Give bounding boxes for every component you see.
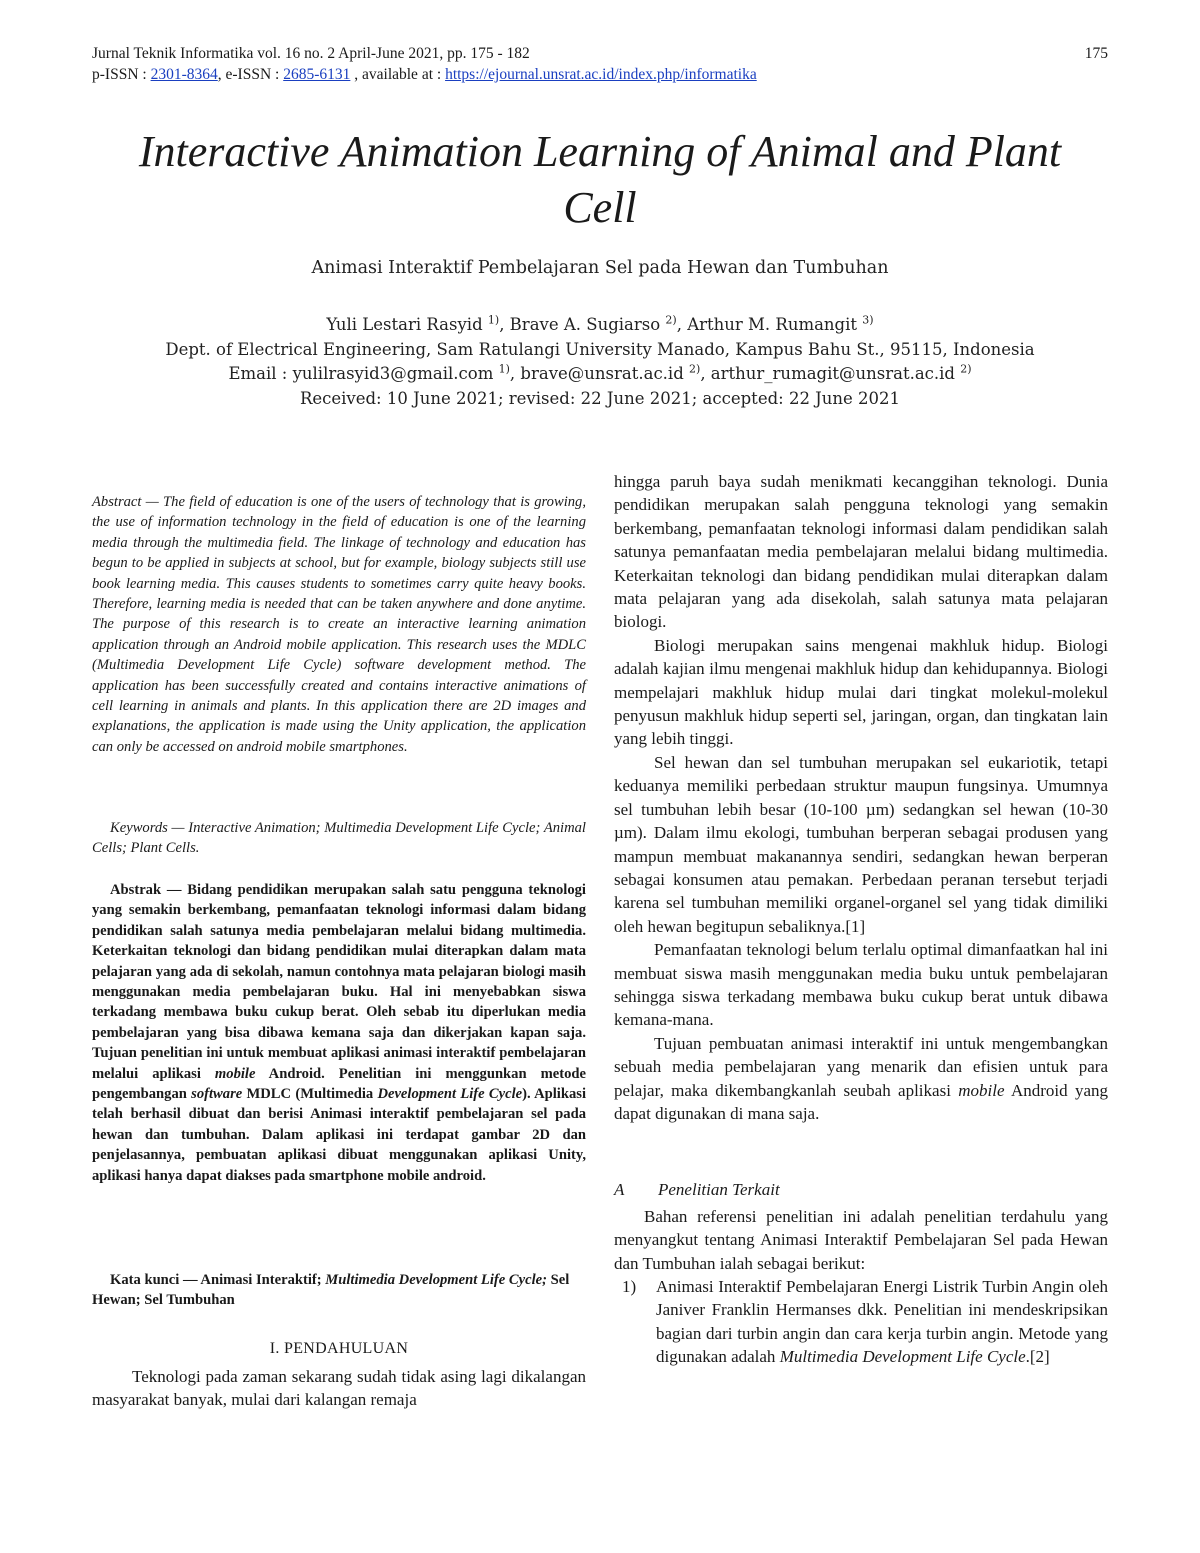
abstract-english: Abstract — The field of education is one of the users of technology that is growing, the use of information technology in the field of education is one of the learning media through the multimedia field. The linkage of technology and education has begun to be applied in subjects at school, but for example, biology subjects still use book learning media. This causes students to sometimes carry quite heavy books. Therefore, learning media is needed that can be taken anywhere and done anytime. The purpose of this research is to create an interactive learning animation application through an Android mobile application. This research uses the MDLC (Multimedia Development Life Cycle) software development method. The application has been successfully created and contains interactive animations of cell learning in animals and plants. In this application there are 2D images and explanations, the application is made using the Unity application, the application can only be accessed on android mobile smartphones.: [92, 494, 586, 755]
received-dates: Received: 10 June 2021; revised: 22 June 2021; accepted: 22 June 2021: [299, 388, 901, 408]
paragraph: Tujuan pembuatan animasi interaktif ini untuk mengembangkan sebuah media pembelajaran yang menarik dan efisien untuk para pelajar, maka dikembangkanlah seubah aplikasi mobile Android yang dapat digunakan di mana saja.: [614, 1033, 1108, 1123]
journal-citation: Jurnal Teknik Informatika vol. 16 no. 2 April-June 2021, pp. 175 - 182: [92, 45, 530, 62]
author-names: Yuli Lestari Rasyid $^{1)}$, Brave A. Sugiarso $^{2)}$, Arthur M. Rumangit $^{3)}$: [326, 313, 874, 334]
abstract-indonesian: Abstrak — Bidang pendidikan merupakan salah satu pengguna teknologi yang semakin berkembang, pemanfaatan teknologi informasi dalam bidang pendidikan salah satunya media pembelajaran melalui bidang multimedia. Keterkaitan teknologi dan bidang pendidikan mulai diterapkan dalam mata pelajaran yang ada di sekolah, namun contohnya mata pelajaran biologi masih menggunakan media pembelajaran buku. Hal ini menyebabkan siswa terkadang membawa buku cukup berat. Oleh sebab itu diperlukan media pembelajaran yang bisa dibawa kemana saja dan dikerjakan kapan saja. Tujuan penelitian ini untuk membuat aplikasi animasi interaktif pembelajaran melalui aplikasi mobile Android. Penelitian ini menggunkan metode pengembangan software MDLC (Multimedia Development Life Cycle). Aplikasi telah berhasil dibuat dan berisi Animasi interaktif pembelajaran sel pada hewan dan tumbuhan. Dalam aplikasi ini terdapat gambar 2D dan penjelasannya, pembuatan aplikasi dibuat menggunakan aplikasi Unity, aplikasi hanya dapat diakses pada smartphone mobile android.: [92, 882, 587, 1184]
related-work-paragraph: Bahan referensi penelitian ini adalah penelitian terdahulu yang menyangkut tentang Animasi Interaktif Pembelajaran Sel pada Hewan dan Tumbuhan ialah sebagai berikut:: [614, 1207, 1108, 1273]
paper-subtitle: Animasi Interaktif Pembelajaran Sel pada Hewan dan Tumbuhan: [311, 258, 889, 278]
paragraph: hingga paruh baya sudah menikmati kecanggihan teknologi. Dunia pendidikan merupakan salah pengguna teknologi yang semakin berkembang, pemanfaatan teknologi informasi dalam pendidikan salah satunya pemanfaatan media pembelajaran melalui bidang multimedia. Keterkaitan teknologi dan bidang pendidikan mulai diterapkan dalam mata pelajaran yang ada disekolah, salah satunya mata pelajaran biologi.: [614, 472, 1108, 632]
subsection-heading-related-work: A Penelitian Terkait: [614, 1180, 780, 1199]
right-column-body: [614, 470, 1108, 1125]
paragraph: Pemanfaatan teknologi belum terlalu optimal dimanfaatkan hal ini membuat siswa masih menggunakan media buku untuk pembelajaran sehingga siswa terkadang membawa buku cukup berat untuk dibawa kemana-mana.: [614, 940, 1108, 1030]
author-block: [100, 313, 1100, 411]
list-item-text: Animasi Interaktif Pembelajaran Energi Listrik Turbin Angin oleh Janiver Franklin Hermanses dkk. Penelitian ini mendeskripsikan bagian dari turbin angin dan cara kerja turbin angin. Metode yang digunakan adalah Multimedia Development Life Cycle.[2]: [656, 1277, 1108, 1367]
page-number: 175: [1084, 45, 1108, 62]
paragraph: Biologi merupakan sains mengenai makhluk hidup. Biologi adalah kajian ilmu mengenai makhluk hidup dan kehidupannya. Biologi mempelajari makhluk hidup mulai dari tingkat molekul-molekul penyusun makhluk hidup seperti sel, jaringan, organ, dan tingkatan lain yang lebih tinggi.: [614, 635, 1108, 749]
paper-title: Interactive Animation Learning of Animal and Plant Cell: [138, 127, 1062, 232]
related-work-item: [614, 1275, 1108, 1369]
pissn-link[interactable]: 2301-8364: [150, 66, 218, 83]
intro-paragraph: Teknologi pada zaman sekarang sudah tidak asing lagi dikalangan masyarakat banyak, mulai dari kalangan remaja: [92, 1367, 586, 1410]
affiliation: Dept. of Electrical Engineering, Sam Ratulangi University Manado, Kampus Bahu St., 95115, Indonesia: [165, 339, 1035, 359]
running-header: [92, 43, 1108, 85]
paragraph: Sel hewan dan sel tumbuhan merupakan sel eukariotik, tetapi keduanya memiliki perbedaan struktur maupun fungsinya. Umumnya sel tumbuhan lebih besar (10-100 µm) sedangkan sel hewan (10-30 µm). Dalam ilmu ekologi, tumbuhan berperan sebagai produsen yang mampun membuat makanannya sendiri, sedangkan hewan berperan sebagai konsumen atau pemakan. Perbedaan peranan tersebut terjadi karena sel tumbuhan memiliki organel-organel sel yang tidak dimiliki oleh hewan begitupun sebaliknya.[1]: [614, 752, 1108, 936]
journal-url-link[interactable]: https://ejournal.unsrat.ac.id/index.php/informatika: [445, 66, 757, 83]
eissn-link[interactable]: 2685-6131: [283, 66, 351, 83]
list-number: 1): [622, 1277, 637, 1296]
issn-line: p-ISSN : 2301-8364, e-ISSN : 2685-6131 , available at : https://ejournal.unsrat.ac.id/index.php/informatika: [92, 66, 757, 83]
section-heading-introduction: I. PENDAHULUAN: [269, 1340, 409, 1357]
keywords-indonesian: Kata kunci — Animasi Interaktif; Multimedia Development Life Cycle; Sel Hewan; Sel Tumbuhan: [92, 1272, 570, 1309]
email-line: Email : yulilrasyid3@gmail.com $^{1)}$, brave@unsrat.ac.id $^{2)}$, arthur_rumagit@unsrat.ac.id $^{2)}$: [228, 362, 972, 383]
keywords-english: Keywords — Interactive Animation; Multimedia Development Life Cycle; Animal Cells; Plant Cells.: [92, 820, 586, 857]
